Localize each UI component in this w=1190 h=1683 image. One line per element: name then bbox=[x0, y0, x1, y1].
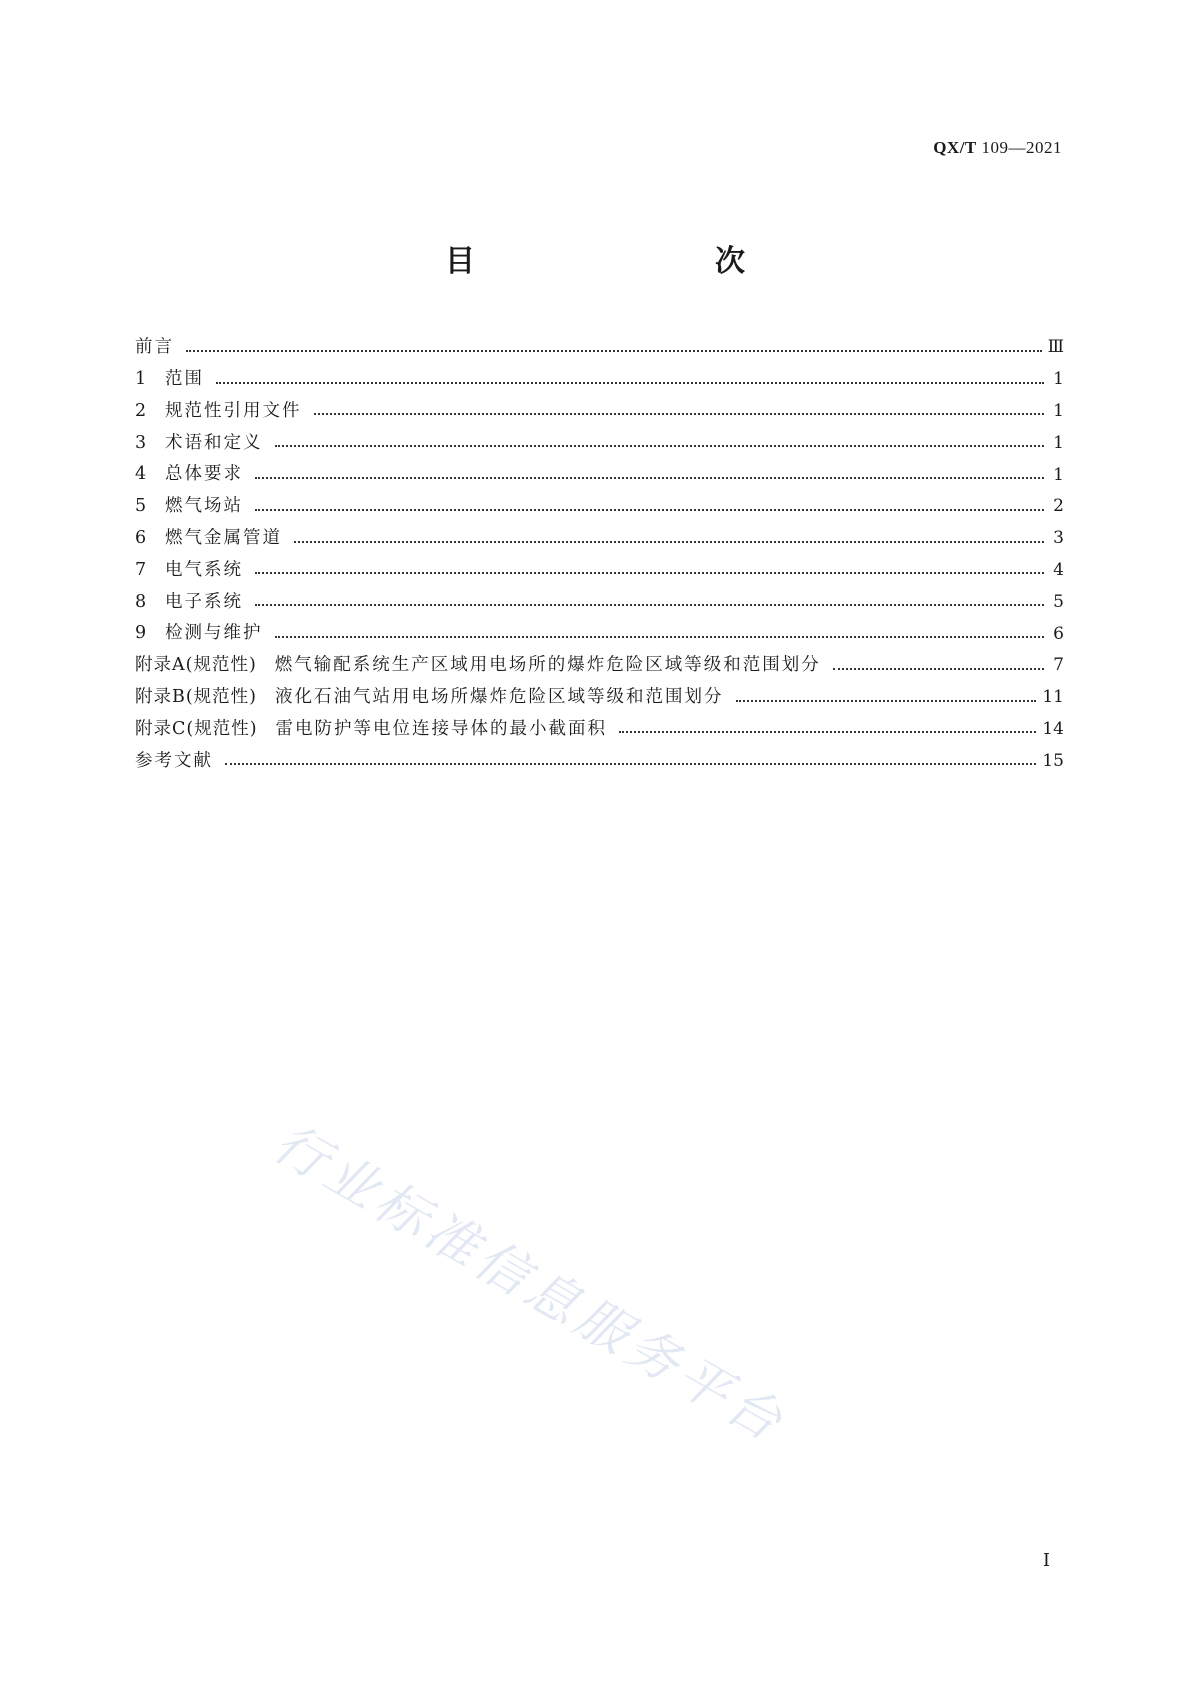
page-title: 目 次 bbox=[445, 244, 805, 279]
toc-entry-title: 燃气场站 bbox=[165, 496, 243, 517]
toc-entry-title: 术语和定义 bbox=[165, 432, 263, 453]
toc-entry-number: 1 bbox=[135, 368, 149, 389]
toc-entry-label bbox=[135, 718, 608, 739]
toc-dot-leader bbox=[619, 713, 1036, 733]
toc-dot-leader bbox=[186, 332, 1042, 352]
toc-entry-page: 1 bbox=[1053, 432, 1064, 453]
toc-entry-title: 雷电防护等电位连接导体的最小截面积 bbox=[275, 718, 608, 739]
toc-entry-title: 液化石油气站用电场所爆炸危险区域等级和范围划分 bbox=[275, 686, 724, 707]
toc-entry-label bbox=[135, 400, 302, 421]
toc-entry[interactable] bbox=[135, 523, 1064, 555]
toc-entry-title: 总体要求 bbox=[165, 464, 243, 485]
toc-entry[interactable] bbox=[135, 396, 1064, 428]
standard-prefix: QX/T bbox=[933, 138, 977, 157]
toc-entry-page: 4 bbox=[1053, 559, 1064, 580]
table-of-contents bbox=[135, 332, 1064, 777]
toc-entry-label bbox=[135, 527, 282, 548]
toc-dot-leader bbox=[255, 491, 1044, 511]
toc-entry-page: 7 bbox=[1053, 655, 1064, 676]
standard-number: 109—2021 bbox=[981, 138, 1062, 157]
toc-entry-number: 6 bbox=[135, 527, 149, 548]
toc-dot-leader bbox=[275, 618, 1045, 638]
toc-dot-leader bbox=[736, 682, 1037, 702]
toc-entry-title: 电气系统 bbox=[165, 559, 243, 580]
toc-entry-number: 8 bbox=[135, 591, 149, 612]
toc-entry[interactable] bbox=[135, 682, 1064, 714]
toc-entry-page: 14 bbox=[1042, 718, 1064, 739]
toc-entry-number: 3 bbox=[135, 432, 149, 453]
toc-entry-label bbox=[135, 591, 243, 612]
toc-entry-page: 2 bbox=[1053, 496, 1064, 517]
toc-dot-leader bbox=[255, 459, 1044, 479]
toc-entry-page: Ⅲ bbox=[1047, 337, 1064, 358]
toc-dot-leader bbox=[216, 364, 1044, 384]
toc-entry-label bbox=[135, 432, 263, 453]
toc-entry[interactable] bbox=[135, 618, 1064, 650]
toc-dot-leader bbox=[275, 427, 1045, 447]
toc-entry-label bbox=[135, 498, 243, 516]
toc-entry-title: 范围 bbox=[165, 368, 204, 389]
toc-entry-page: 1 bbox=[1053, 369, 1064, 390]
toc-entry-title: 电子系统 bbox=[165, 591, 243, 612]
toc-dot-leader bbox=[294, 523, 1044, 543]
toc-entry-label bbox=[135, 559, 243, 580]
toc-entry-title: 规范性引用文件 bbox=[165, 400, 302, 421]
toc-entry-number: 附录C(规范性) bbox=[135, 718, 258, 739]
toc-entry-title: 检测与维护 bbox=[165, 623, 263, 644]
toc-entry-label bbox=[135, 625, 263, 643]
toc-entry[interactable] bbox=[135, 491, 1064, 523]
toc-entry-number: 9 bbox=[135, 623, 149, 644]
toc-entry-page: 3 bbox=[1053, 528, 1064, 549]
toc-entry-page: 1 bbox=[1053, 464, 1064, 485]
toc-entry[interactable] bbox=[135, 714, 1064, 746]
toc-entry-label bbox=[135, 686, 724, 707]
toc-dot-leader bbox=[833, 650, 1044, 670]
toc-entry[interactable] bbox=[135, 364, 1064, 396]
toc-entry-label bbox=[135, 657, 821, 675]
toc-entry-label bbox=[135, 339, 174, 357]
standard-code bbox=[933, 138, 1062, 158]
toc-entry-number: 附录A(规范性) bbox=[135, 655, 257, 676]
toc-entry-number: 2 bbox=[135, 400, 149, 421]
toc-entry-number: 5 bbox=[135, 496, 149, 517]
toc-entry-page: 11 bbox=[1042, 687, 1064, 708]
toc-entry-number: 7 bbox=[135, 559, 149, 580]
toc-entry-title: 燃气输配系统生产区域用电场所的爆炸危险区域等级和范围划分 bbox=[274, 655, 821, 676]
toc-entry-title: 参考文献 bbox=[135, 750, 213, 771]
toc-entry-page: 1 bbox=[1053, 400, 1064, 421]
toc-entry-page: 6 bbox=[1053, 623, 1064, 644]
toc-entry[interactable] bbox=[135, 650, 1064, 682]
toc-entry-page: 5 bbox=[1053, 591, 1064, 612]
toc-entry-page: 15 bbox=[1042, 750, 1064, 771]
toc-dot-leader bbox=[255, 586, 1044, 606]
toc-dot-leader bbox=[225, 745, 1036, 765]
toc-entry[interactable] bbox=[135, 745, 1064, 777]
toc-entry-label bbox=[135, 750, 213, 771]
toc-dot-leader bbox=[255, 554, 1044, 574]
toc-entry-label bbox=[135, 368, 204, 389]
toc-entry-title: 燃气金属管道 bbox=[165, 527, 282, 548]
toc-entry[interactable] bbox=[135, 555, 1064, 587]
toc-dot-leader bbox=[314, 395, 1045, 415]
toc-entry-number: 附录B(规范性) bbox=[135, 686, 258, 707]
toc-entry[interactable] bbox=[135, 332, 1064, 364]
toc-entry[interactable] bbox=[135, 459, 1064, 491]
toc-entry[interactable] bbox=[135, 427, 1064, 459]
toc-entry-number: 4 bbox=[135, 464, 149, 485]
watermark: 行业标准信息服务平台 bbox=[263, 1113, 796, 1456]
page-number: I bbox=[1042, 1550, 1050, 1571]
toc-entry[interactable] bbox=[135, 586, 1064, 618]
toc-entry-label bbox=[135, 466, 243, 484]
toc-entry-title: 前言 bbox=[135, 337, 174, 358]
